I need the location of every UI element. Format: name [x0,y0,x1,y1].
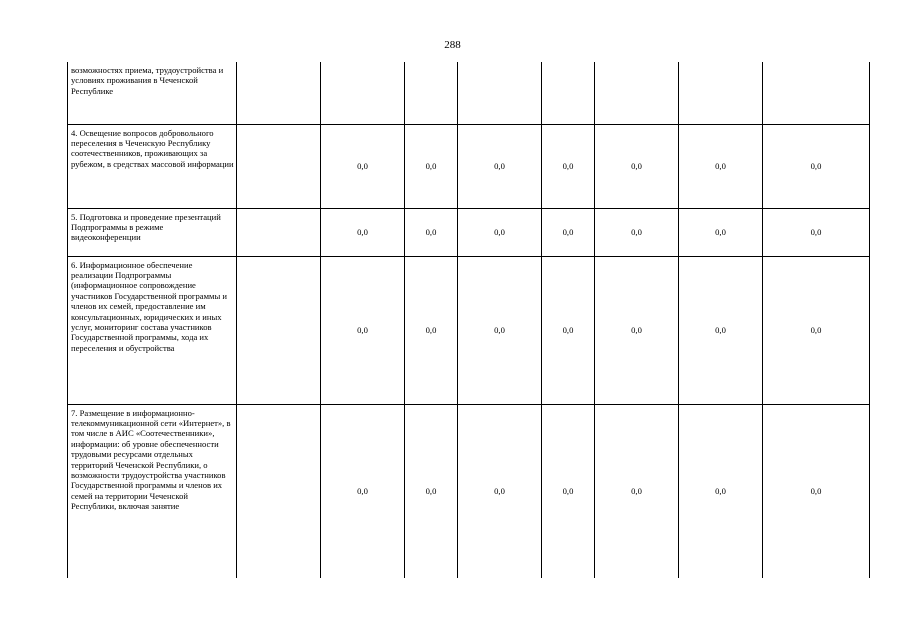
activity-name-cell: 6. Информационное обеспечение реализации Подпрограммы (информационное сопровождение участников Государственной программы и членов их семей, предоставление им консультационных, юридических и иных услуг, мониторинг состава участников Государственной программы, хода их переселения и обустройства [68,256,237,404]
table-row [68,404,870,578]
value-cell [679,62,763,124]
value-cell: 0,0 [321,256,405,404]
value-cell: 0,0 [405,404,458,578]
table-row [68,62,870,124]
value-cell: 0,0 [763,256,870,404]
empty-cell [237,62,321,124]
table-row [68,256,870,404]
budget-table [67,62,870,578]
activity-name-cell: возможностях приема, трудоустройства и условиях проживания в Чеченской Республике [68,62,237,124]
value-cell: 0,0 [542,208,595,256]
value-cell: 0,0 [595,208,679,256]
empty-cell [237,256,321,404]
value-cell: 0,0 [321,404,405,578]
value-cell [595,62,679,124]
table-row [68,124,870,208]
value-cell [763,62,870,124]
value-cell: 0,0 [679,256,763,404]
value-cell: 0,0 [405,208,458,256]
value-cell [321,62,405,124]
value-cell: 0,0 [458,124,542,208]
value-cell: 0,0 [763,404,870,578]
value-cell: 0,0 [458,404,542,578]
value-cell: 0,0 [595,256,679,404]
value-cell: 0,0 [595,404,679,578]
value-cell: 0,0 [763,208,870,256]
value-cell [458,62,542,124]
value-cell: 0,0 [679,124,763,208]
value-cell: 0,0 [542,256,595,404]
value-cell: 0,0 [542,404,595,578]
empty-cell [237,404,321,578]
value-cell [405,62,458,124]
value-cell: 0,0 [679,404,763,578]
empty-cell [237,208,321,256]
activity-name-cell: 7. Размещение в информационно-телекоммуникационной сети «Интернет», в том числе в АИС «Соотечественники», информации: об уровне обеспеченности трудовыми ресурсами отдельных территорий Чеченской Республики, о возможности трудоустройства участников Государственной программы и членов их семей на территории Чеченской Республики, включая занятие [68,404,237,578]
page-number: 288 [444,39,461,51]
activity-name-cell: 5. Подготовка и проведение презентаций Подпрограммы в режиме видеоконференции [68,208,237,256]
value-cell: 0,0 [679,208,763,256]
value-cell: 0,0 [542,124,595,208]
value-cell: 0,0 [321,124,405,208]
activity-name-cell: 4. Освещение вопросов добровольного переселения в Чеченскую Республику соотечественников, проживающих за рубежом, в средствах массовой информации [68,124,237,208]
value-cell: 0,0 [458,256,542,404]
value-cell: 0,0 [405,124,458,208]
value-cell: 0,0 [405,256,458,404]
value-cell: 0,0 [595,124,679,208]
value-cell: 0,0 [321,208,405,256]
empty-cell [237,124,321,208]
value-cell: 0,0 [458,208,542,256]
value-cell: 0,0 [763,124,870,208]
table-row [68,208,870,256]
value-cell [542,62,595,124]
